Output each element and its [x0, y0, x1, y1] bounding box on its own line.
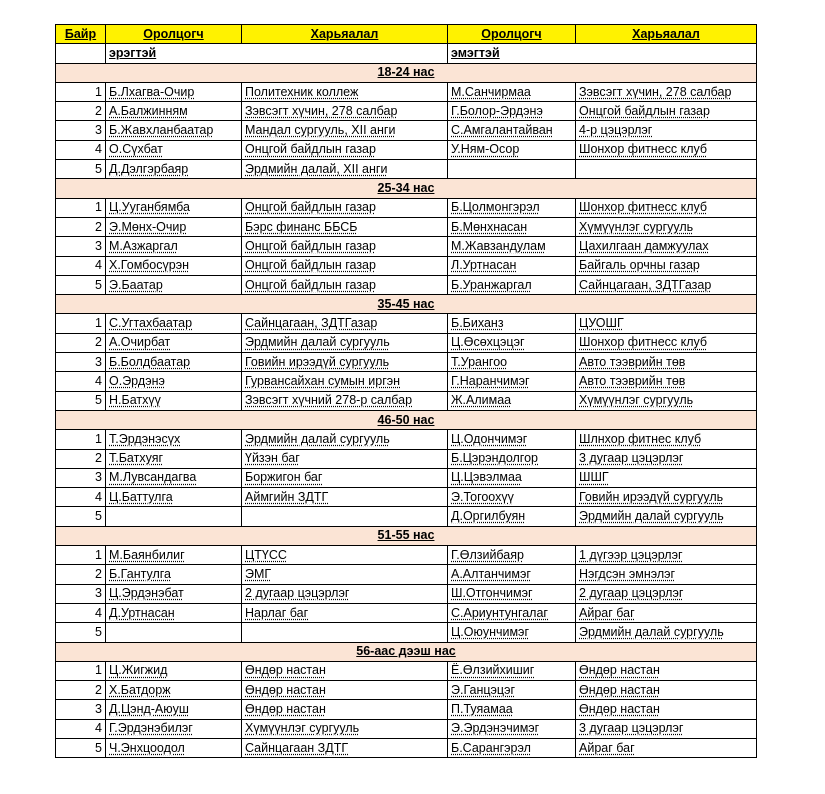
rank-cell: 2 [56, 449, 106, 468]
header-affiliation-female: Харьяалал [576, 25, 757, 44]
male-participant-cell: М.Лувсандагва [106, 468, 242, 487]
female-participant-cell: Б.Биханз [448, 314, 576, 333]
header-participant-male: Оролцогч [106, 25, 242, 44]
male-participant-cell: А.Балжинням [106, 102, 242, 121]
table-row [56, 468, 757, 487]
female-participant-cell: Э.Тогоохүү [448, 488, 576, 507]
male-affiliation-cell: Сайнцагаан, ЗДТГазар [242, 314, 448, 333]
female-participant-cell: Г.Наранчимэг [448, 372, 576, 391]
male-affiliation-cell: Зэвсэгт хүчин, 278 салбар [242, 102, 448, 121]
female-affiliation-cell: 3 дугаар цэцэрлэг [576, 449, 757, 468]
female-participant-cell: Ц.Оюунчимэг [448, 623, 576, 642]
gender-female-label: эмэгтэй [448, 44, 757, 63]
age-group-label: 25-34 нас [56, 179, 757, 198]
female-affiliation-cell: 2 дугаар цэцэрлэг [576, 584, 757, 603]
female-participant-cell: Ш.Отгончимэг [448, 584, 576, 603]
male-affiliation-cell: Хүмүүнлэг сургууль [242, 719, 448, 738]
age-group-row [56, 642, 757, 661]
table-row [56, 217, 757, 236]
results-table [55, 24, 757, 758]
male-participant-cell: Б.Жавхланбаатар [106, 121, 242, 140]
rank-cell: 3 [56, 468, 106, 487]
female-affiliation-cell: Байгаль орчны газар [576, 256, 757, 275]
table-row [56, 275, 757, 294]
female-participant-cell: У.Ням-Осор [448, 140, 576, 159]
male-participant-cell: Х.Батдорж [106, 681, 242, 700]
male-affiliation-cell: Онцгой байдлын газар [242, 198, 448, 217]
female-participant-cell: С.Амгалантайван [448, 121, 576, 140]
male-participant-cell [106, 507, 242, 526]
female-affiliation-cell: Эрдмийн далай сургууль [576, 623, 757, 642]
male-affiliation-cell: Эрдмийн далай сургууль [242, 333, 448, 352]
rank-cell: 3 [56, 700, 106, 719]
age-group-label: 56-аас дээш нас [56, 642, 757, 661]
male-affiliation-cell [242, 507, 448, 526]
male-affiliation-cell: Мандал сургууль, XII анги [242, 121, 448, 140]
female-participant-cell: А.Алтанчимэг [448, 565, 576, 584]
header-affiliation-male: Харьяалал [242, 25, 448, 44]
rank-cell: 5 [56, 738, 106, 757]
male-affiliation-cell: Эрдмийн далай сургууль [242, 430, 448, 449]
male-participant-cell: Б.Лхагва-Очир [106, 82, 242, 101]
rank-cell: 1 [56, 546, 106, 565]
female-participant-cell: Э.Эрдэнэчимэг [448, 719, 576, 738]
female-participant-cell: П.Туяамаа [448, 700, 576, 719]
rank-cell: 4 [56, 140, 106, 159]
results-table-body [56, 25, 757, 758]
table-row [56, 584, 757, 603]
rank-cell: 5 [56, 623, 106, 642]
age-group-label: 35-45 нас [56, 295, 757, 314]
age-group-row [56, 526, 757, 545]
female-affiliation-cell: Айраг баг [576, 738, 757, 757]
male-participant-cell: Ц.Эрдэнэбат [106, 584, 242, 603]
male-participant-cell: А.Очирбат [106, 333, 242, 352]
rank-cell: 4 [56, 719, 106, 738]
rank-cell: 4 [56, 372, 106, 391]
female-affiliation-cell: Говийн ирээдүй сургууль [576, 488, 757, 507]
male-participant-cell: Х.Гомбосүрэн [106, 256, 242, 275]
gender-spacer [56, 44, 106, 63]
gender-male-label: эрэгтэй [106, 44, 448, 63]
male-affiliation-cell [242, 623, 448, 642]
female-affiliation-cell: Шонхор фитнесс клуб [576, 198, 757, 217]
rank-cell: 2 [56, 217, 106, 236]
table-row [56, 623, 757, 642]
male-participant-cell: Н.Батхүү [106, 391, 242, 410]
table-row [56, 565, 757, 584]
rank-cell: 1 [56, 198, 106, 217]
table-row [56, 198, 757, 217]
table-row [56, 681, 757, 700]
female-affiliation-cell: Хүмүүнлэг сургууль [576, 391, 757, 410]
female-participant-cell: Д.Оргилбуян [448, 507, 576, 526]
female-affiliation-cell: Зэвсэгт хүчин, 278 салбар [576, 82, 757, 101]
male-participant-cell: Ц.Ууганбямба [106, 198, 242, 217]
female-affiliation-cell: Шонхор фитнесс клуб [576, 333, 757, 352]
table-row [56, 391, 757, 410]
table-row [56, 719, 757, 738]
table-row [56, 140, 757, 159]
male-participant-cell: Д.Цэнд-Аюуш [106, 700, 242, 719]
rank-cell: 3 [56, 584, 106, 603]
table-row [56, 603, 757, 622]
female-affiliation-cell: Нэгдсэн эмнэлэг [576, 565, 757, 584]
table-row [56, 738, 757, 757]
table-row [56, 333, 757, 352]
table-row [56, 353, 757, 372]
age-group-label: 18-24 нас [56, 63, 757, 82]
female-participant-cell: Э.Ганцэцэг [448, 681, 576, 700]
male-participant-cell: С.Угтахбаатар [106, 314, 242, 333]
table-row [56, 102, 757, 121]
rank-cell: 4 [56, 256, 106, 275]
rank-cell: 5 [56, 507, 106, 526]
female-participant-cell: Г.Өлзийбаяр [448, 546, 576, 565]
rank-cell: 2 [56, 333, 106, 352]
female-participant-cell: Б.Мөнхнасан [448, 217, 576, 236]
table-row [56, 160, 757, 179]
female-affiliation-cell: ШШГ [576, 468, 757, 487]
male-participant-cell: М.Баянбилиг [106, 546, 242, 565]
male-participant-cell: Ч.Энхцоодол [106, 738, 242, 757]
female-affiliation-cell: Цахилгаан дамжуулах [576, 237, 757, 256]
age-group-label: 51-55 нас [56, 526, 757, 545]
male-affiliation-cell: Онцгой байдлын газар [242, 256, 448, 275]
table-row [56, 661, 757, 680]
female-affiliation-cell: 4-р цэцэрлэг [576, 121, 757, 140]
female-affiliation-cell: 1 дүгээр цэцэрлэг [576, 546, 757, 565]
male-affiliation-cell: Өндөр настан [242, 700, 448, 719]
female-participant-cell: Т.Урангоо [448, 353, 576, 372]
male-participant-cell: О.Эрдэнэ [106, 372, 242, 391]
age-group-row [56, 410, 757, 429]
male-participant-cell: Г.Эрдэнэбилэг [106, 719, 242, 738]
male-participant-cell: Ц.Жигжид [106, 661, 242, 680]
female-affiliation-cell [576, 160, 757, 179]
rank-cell: 2 [56, 102, 106, 121]
male-affiliation-cell: ЦТҮСС [242, 546, 448, 565]
male-affiliation-cell: Онцгой байдлын газар [242, 275, 448, 294]
table-row [56, 700, 757, 719]
male-affiliation-cell: Политехник коллеж [242, 82, 448, 101]
male-participant-cell: М.Азжаргал [106, 237, 242, 256]
table-row [56, 237, 757, 256]
female-affiliation-cell: Шлнхор фитнес клуб [576, 430, 757, 449]
female-participant-cell: М.Жавзандулам [448, 237, 576, 256]
table-row [56, 430, 757, 449]
header-row [56, 25, 757, 44]
female-participant-cell: Г.Болор-Эрдэнэ [448, 102, 576, 121]
female-affiliation-cell: Айраг баг [576, 603, 757, 622]
male-affiliation-cell: Онцгой байдлын газар [242, 237, 448, 256]
female-participant-cell: Ц.Өсөхцэцэг [448, 333, 576, 352]
male-affiliation-cell: Аймгийн ЗДТГ [242, 488, 448, 507]
rank-cell: 3 [56, 237, 106, 256]
female-participant-cell: Л.Уртнасан [448, 256, 576, 275]
male-participant-cell: Т.Эрдэнэсүх [106, 430, 242, 449]
male-affiliation-cell: Говийн ирээдүй сургууль [242, 353, 448, 372]
male-affiliation-cell: Нарлаг баг [242, 603, 448, 622]
male-participant-cell: Б.Болдбаатар [106, 353, 242, 372]
female-participant-cell: Б.Цолмонгэрэл [448, 198, 576, 217]
female-affiliation-cell: Эрдмийн далай сургууль [576, 507, 757, 526]
male-affiliation-cell: Өндөр настан [242, 681, 448, 700]
female-participant-cell: Б.Уранжаргал [448, 275, 576, 294]
female-affiliation-cell: ЦУОШГ [576, 314, 757, 333]
female-participant-cell: С.Ариунтунгалаг [448, 603, 576, 622]
rank-cell: 1 [56, 314, 106, 333]
female-participant-cell: Ё.Өлзийхишиг [448, 661, 576, 680]
female-participant-cell: Ц.Одончимэг [448, 430, 576, 449]
male-participant-cell: Д.Дэлгэрбаяр [106, 160, 242, 179]
female-participant-cell: Б.Цэрэндолгор [448, 449, 576, 468]
table-row [56, 82, 757, 101]
male-participant-cell: О.Сүхбат [106, 140, 242, 159]
male-affiliation-cell: Сайнцагаан ЗДТГ [242, 738, 448, 757]
female-affiliation-cell: Өндөр настан [576, 681, 757, 700]
table-row [56, 314, 757, 333]
age-group-row [56, 63, 757, 82]
rank-cell: 4 [56, 488, 106, 507]
female-affiliation-cell: Өндөр настан [576, 700, 757, 719]
age-group-label: 46-50 нас [56, 410, 757, 429]
female-participant-cell: Ц.Цэвэлмаа [448, 468, 576, 487]
rank-cell: 1 [56, 661, 106, 680]
table-row [56, 372, 757, 391]
rank-cell: 5 [56, 160, 106, 179]
female-affiliation-cell: Онцгой байдлын газар [576, 102, 757, 121]
female-affiliation-cell: Авто тээврийн төв [576, 372, 757, 391]
female-participant-cell: М.Санчирмаа [448, 82, 576, 101]
male-participant-cell: Б.Гантулга [106, 565, 242, 584]
rank-cell: 5 [56, 391, 106, 410]
male-affiliation-cell: Онцгой байдлын газар [242, 140, 448, 159]
male-affiliation-cell: Эрдмийн далай, XII анги [242, 160, 448, 179]
rank-cell: 4 [56, 603, 106, 622]
rank-cell: 1 [56, 82, 106, 101]
female-affiliation-cell: Сайнцагаан, ЗДТГазар [576, 275, 757, 294]
table-row [56, 488, 757, 507]
male-affiliation-cell: Бэрс финанс ББСБ [242, 217, 448, 236]
male-affiliation-cell: Зэвсэгт хүчний 278-р салбар [242, 391, 448, 410]
male-affiliation-cell: Өндөр настан [242, 661, 448, 680]
male-affiliation-cell: ЭМГ [242, 565, 448, 584]
header-participant-female: Оролцогч [448, 25, 576, 44]
rank-cell: 3 [56, 121, 106, 140]
female-participant-cell: Б.Сарангэрэл [448, 738, 576, 757]
rank-cell: 2 [56, 565, 106, 584]
male-affiliation-cell: Боржигон баг [242, 468, 448, 487]
rank-cell: 1 [56, 430, 106, 449]
female-affiliation-cell: Хүмүүнлэг сургууль [576, 217, 757, 236]
table-row [56, 121, 757, 140]
age-group-row [56, 295, 757, 314]
table-row [56, 256, 757, 275]
female-affiliation-cell: 3 дугаар цэцэрлэг [576, 719, 757, 738]
header-rank: Байр [56, 25, 106, 44]
male-participant-cell: Э.Мөнх-Очир [106, 217, 242, 236]
male-affiliation-cell: Гурвансайхан сумын иргэн [242, 372, 448, 391]
table-row [56, 507, 757, 526]
female-affiliation-cell: Авто тээврийн төв [576, 353, 757, 372]
female-participant-cell: Ж.Алимаа [448, 391, 576, 410]
female-participant-cell [448, 160, 576, 179]
male-participant-cell: Э.Баатар [106, 275, 242, 294]
male-affiliation-cell: Үйзэн баг [242, 449, 448, 468]
male-affiliation-cell: 2 дугаар цэцэрлэг [242, 584, 448, 603]
male-participant-cell: Ц.Баттулга [106, 488, 242, 507]
table-row [56, 546, 757, 565]
male-participant-cell: Д.Уртнасан [106, 603, 242, 622]
female-affiliation-cell: Шонхор фитнесс клуб [576, 140, 757, 159]
rank-cell: 2 [56, 681, 106, 700]
table-row [56, 449, 757, 468]
male-participant-cell: Т.Батхуяг [106, 449, 242, 468]
rank-cell: 5 [56, 275, 106, 294]
female-affiliation-cell: Өндөр настан [576, 661, 757, 680]
male-participant-cell [106, 623, 242, 642]
gender-row [56, 44, 757, 63]
age-group-row [56, 179, 757, 198]
rank-cell: 3 [56, 353, 106, 372]
